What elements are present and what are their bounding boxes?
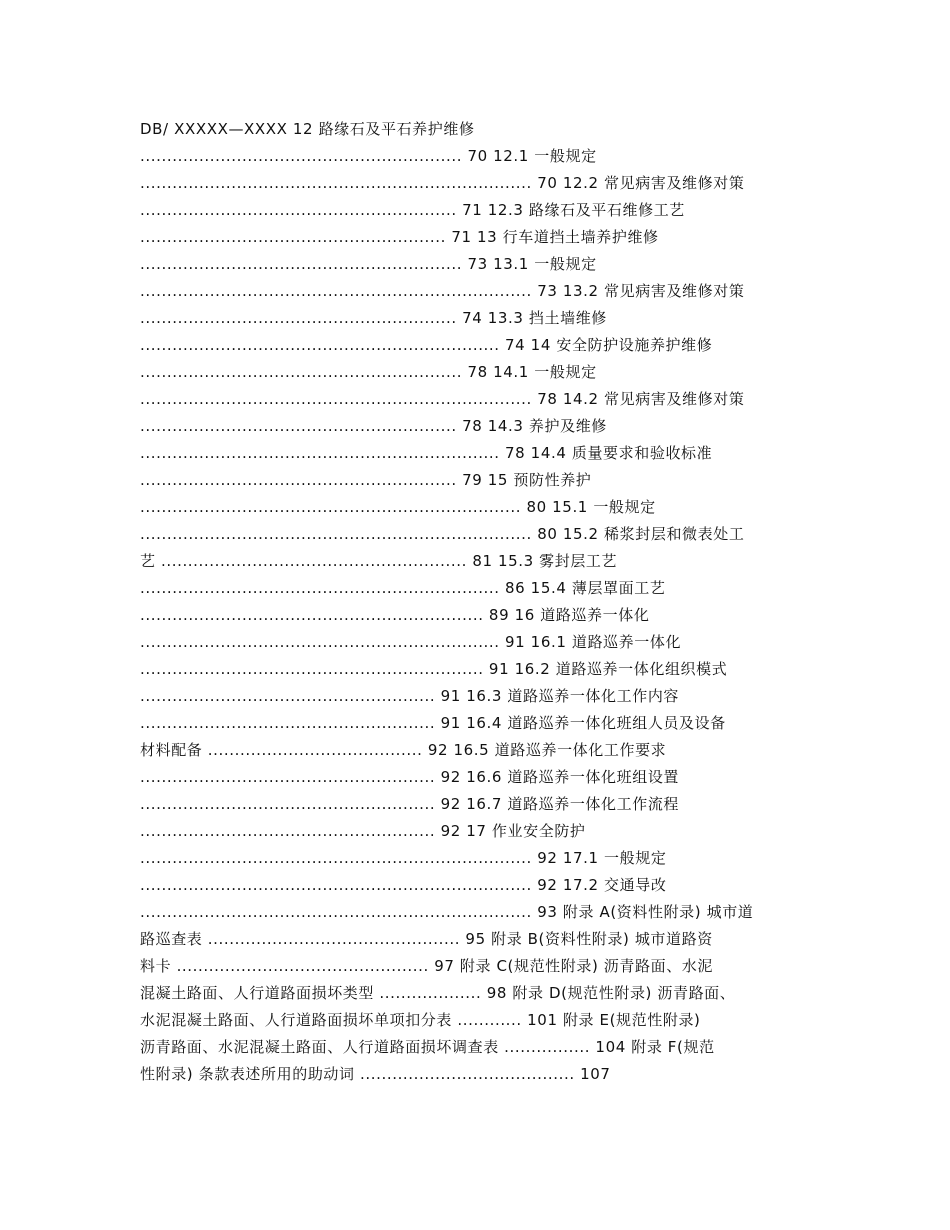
toc-line: ........................................................... 78 14.3 养护及维修 [140,417,607,435]
toc-line: ......................................................... 71 13 行车道挡土墙养护维修 [140,228,659,246]
toc-line: 料卡 ............................................... 97 附录 C(规范性附录) 沥青路面、水泥 [140,957,714,975]
toc-line: 材料配备 ........................................ 92 16.5 道路巡养一体化工作要求 [140,741,667,759]
toc-line: 沥青路面、水泥混凝土路面、人行道路面损坏调查表 ................ 104 附录 F(规范 [140,1038,715,1056]
toc-line: ........................................................... 71 12.3 路缘石及平石维修工艺 [140,201,685,219]
toc-line: 混凝土路面、人行道路面损坏类型 ................... 98 附录 D(规范性附录) 沥青路面、 [140,984,736,1002]
toc-line: ......................................................................... 73 13.2 常见病害及维修对策 [140,282,745,300]
toc-line: ................................................................ 91 16.2 道路巡养一体化组织模式 [140,660,728,678]
toc-line: ......................................................................... 78 14.2 常见病害及维修对策 [140,390,745,408]
toc-line: ....................................................... 92 16.6 道路巡养一体化班组设置 [140,768,680,786]
toc-line: 艺 ......................................................... 81 15.3 雾封层工艺 [140,552,618,570]
toc-line: ................................................................... 74 14 安全防护设施养护维修 [140,336,713,354]
toc-line: 水泥混凝土路面、人行道路面损坏单项扣分表 ............ 101 附录 E(规范性附录) [140,1011,701,1029]
toc-line: ........................................................... 79 15 预防性养护 [140,471,592,489]
toc-line: DB/ XXXXX—XXXX 12 路缘石及平石养护维修 [140,120,475,138]
toc-line: ......................................................................... 70 12.2 常见病害及维修对策 [140,174,745,192]
toc-line: ................................................................... 78 14.4 质量要求和验收标准 [140,444,713,462]
toc-line: ................................................................... 86 15.4 薄层罩面工艺 [140,579,666,597]
toc-line: ......................................................................... 92 17.2 交通导改 [140,876,667,894]
toc-line: ....................................................... 91 16.4 道路巡养一体化班组人员及设备 [140,714,726,732]
table-of-contents [140,116,820,1088]
toc-line: ................................................................ 89 16 道路巡养一体化 [140,606,650,624]
toc-line: ............................................................ 78 14.1 一般规定 [140,363,597,381]
toc-line: ......................................................................... 92 17.1 一般规定 [140,849,667,867]
toc-line: 路巡查表 ............................................... 95 附录 B(资料性附录) 城市道路资 [140,930,713,948]
toc-line: ............................................................ 73 13.1 一般规定 [140,255,597,273]
toc-line: ........................................................... 74 13.3 挡土墙维修 [140,309,607,327]
toc-line: ....................................................... 92 16.7 道路巡养一体化工作流程 [140,795,680,813]
toc-line: ................................................................... 91 16.1 道路巡养一体化 [140,633,682,651]
toc-line: ....................................................... 92 17 作业安全防护 [140,822,586,840]
toc-line: ............................................................ 70 12.1 一般规定 [140,147,597,165]
toc-line: ......................................................................... 93 附录 A(资料性附录) 城市道 [140,903,754,921]
toc-line: 性附录) 条款表述所用的助动词 ........................................ 107 [140,1065,611,1083]
toc-line: ....................................................... 91 16.3 道路巡养一体化工作内容 [140,687,680,705]
toc-line: ....................................................................... 80 15.1 一般规定 [140,498,656,516]
toc-line: ......................................................................... 80 15.2 稀浆封层和微表处工 [140,525,745,543]
